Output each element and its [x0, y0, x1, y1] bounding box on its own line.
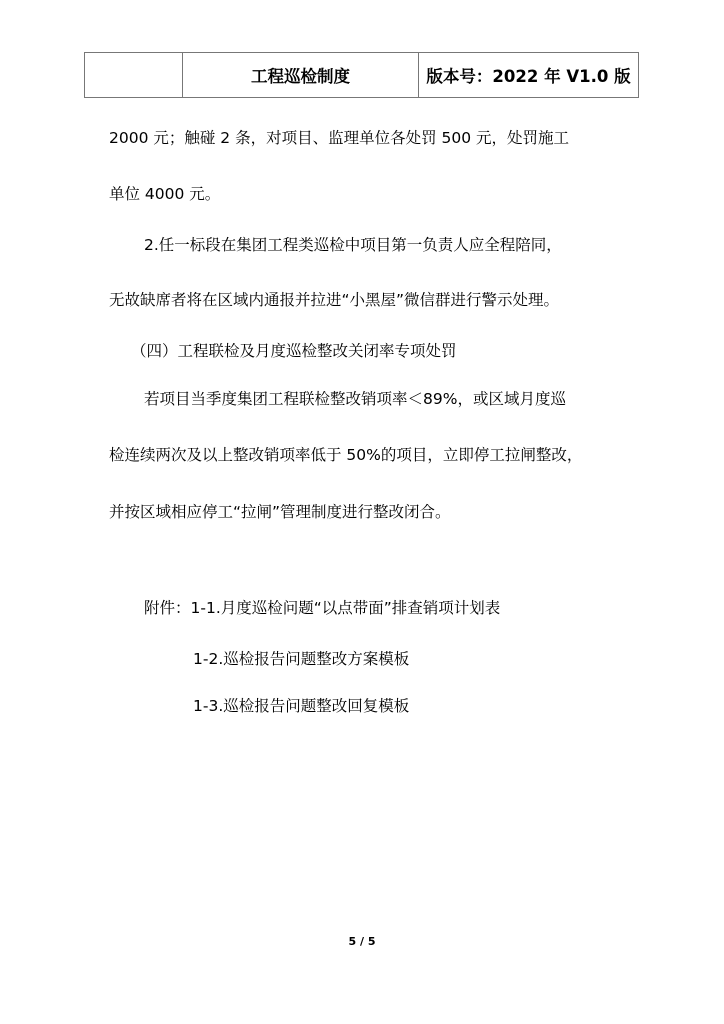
body-line: 2.任一标段在集团工程类巡检中项目第一负责人应全程陪同， — [144, 236, 562, 254]
body-line: 无故缺席者将在区域内通报并拉进“小黑屋”微信群进行警示处理。 — [109, 291, 560, 309]
body-line: 并按区域相应停工“拉闸”管理制度进行整改闭合。 — [109, 503, 451, 521]
section-heading: （四）工程联检及月度巡检整改关闭率专项处罚 — [131, 342, 457, 360]
document-header-table — [84, 52, 639, 98]
body-line: 2000 元；触碰 2 条，对项目、监理单位各处罚 500 元，处罚施工 — [109, 129, 570, 147]
body-line: 单位 4000 元。 — [109, 185, 221, 203]
document-version: 版本号：2022 年 V1.0 版 — [426, 67, 631, 86]
document-title: 工程巡检制度 — [183, 53, 419, 97]
page-number: 5 / 5 — [348, 935, 376, 948]
body-line: 若项目当季度集团工程联检整改销项率＜89%，或区域月度巡 — [144, 390, 566, 408]
attachment-item: 1-3.巡检报告问题整改回复模板 — [193, 697, 410, 715]
header-logo-cell — [85, 53, 183, 97]
attachment-item: 附件：1-1.月度巡检问题“以点带面”排查销项计划表 — [144, 599, 501, 617]
body-line: 检连续两次及以上整改销项率低于 50%的项目，立即停工拉闸整改， — [109, 446, 583, 464]
attachment-item: 1-2.巡检报告问题整改方案模板 — [193, 650, 410, 668]
